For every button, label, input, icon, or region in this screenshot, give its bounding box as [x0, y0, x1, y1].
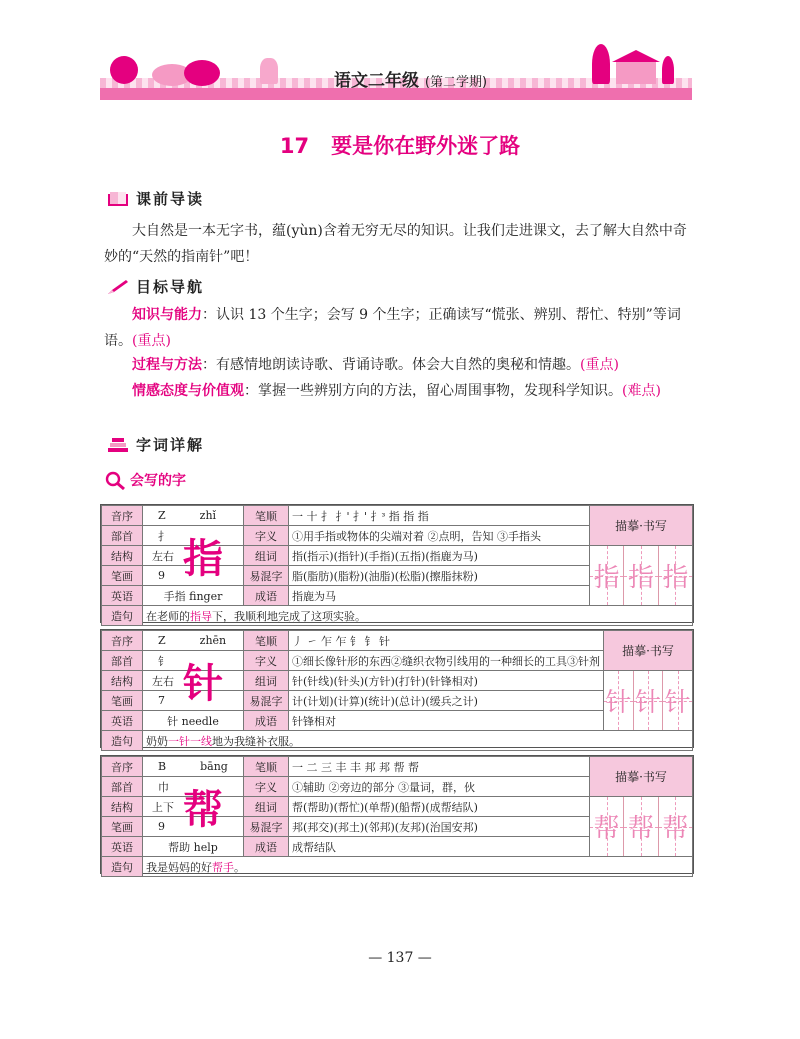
trace-heading: 描摹·书写: [604, 631, 693, 671]
tree-decoration-icon: [592, 44, 610, 84]
trace-grid: [604, 671, 692, 730]
small-tree-decoration-icon: [662, 56, 674, 84]
letter-pinyin-cell: [143, 506, 244, 526]
structure: 左右: [152, 549, 174, 563]
writable-chars-text: 会写的字: [130, 473, 186, 489]
goal-tag: (重点): [132, 333, 171, 349]
row-label: 音序: [102, 631, 143, 651]
english: 手指 finger: [143, 586, 244, 606]
row-label: 结构: [102, 797, 143, 817]
sentence-highlight: 指导: [190, 609, 212, 623]
index-letter: Z: [158, 634, 166, 647]
words-heading-text: 字词详解: [136, 436, 205, 454]
letter-pinyin-cell: [143, 631, 244, 651]
sentence-highlight: 一针一线: [168, 734, 212, 748]
confusables: 计(计划)(计算)(统计)(总计)(缓兵之计): [289, 691, 604, 711]
bush-decoration-icon: [184, 60, 220, 86]
row-label: 英语: [102, 837, 143, 857]
big-character: 指: [183, 536, 223, 582]
stroke-count: 9: [158, 569, 165, 582]
row-label: 英语: [102, 711, 143, 731]
preread-heading-text: 课前导读: [136, 190, 205, 208]
goal-label: 情感态度与价值观: [132, 383, 244, 399]
trace-char: 针: [604, 671, 634, 730]
row-label: 字义: [244, 651, 289, 671]
row-label: 结构: [102, 671, 143, 691]
row-label: 部首: [102, 651, 143, 671]
english: 针 needle: [143, 711, 244, 731]
row-label: 笔顺: [244, 757, 289, 777]
row-label: 笔顺: [244, 506, 289, 526]
row-label: 部首: [102, 777, 143, 797]
meaning: ①用手指或物体的尖端对着 ②点明，告知 ③手指头: [289, 526, 590, 546]
preread-text: 大自然是一本无字书，蕴(yùn)含着无穷无尽的知识。让我们走进课文，去了解大自然中奇妙的“天然的指南针”吧！: [104, 223, 687, 265]
big-character: 帮: [183, 787, 223, 833]
idiom: 针锋相对: [289, 711, 604, 731]
row-label: 组词: [244, 797, 289, 817]
pinyin: bāng: [200, 760, 228, 773]
row-label: 造句: [102, 857, 143, 877]
lesson-number: 17: [279, 134, 310, 158]
trace-area[interactable]: [590, 546, 693, 606]
stroke-order: 一 十 扌 扌' 扌' 扌ᵌ 指 指 指: [289, 506, 590, 526]
goal-text: ：有感情地朗读诗歌、背诵诗歌。体会大自然的奥秘和情趣。: [202, 357, 580, 373]
pencil-icon: [106, 278, 130, 296]
goal-label: 知识与能力: [132, 307, 202, 323]
row-label: 笔画: [102, 817, 143, 837]
goal-process: [104, 352, 694, 378]
lesson-name: 要是你在野外迷了路: [331, 134, 521, 158]
goal-knowledge: [104, 302, 694, 354]
index-letter: B: [158, 760, 167, 773]
sentence-post: 下，我顺利地完成了这项实验。: [212, 609, 366, 623]
example-sentence: [143, 731, 693, 751]
structure: 左右: [152, 674, 174, 688]
sprout-decoration-icon: [260, 58, 278, 84]
row-label: 造句: [102, 606, 143, 626]
radical: 巾: [158, 780, 169, 794]
trace-heading: 描摹·书写: [590, 757, 693, 797]
lesson-title: [0, 130, 800, 160]
words: 指(指示)(指针)(手指)(五指)(指鹿为马): [289, 546, 590, 566]
radical: 钅: [158, 654, 169, 668]
words: 帮(帮助)(帮忙)(单帮)(船帮)(成帮结队): [289, 797, 590, 817]
row-label: 音序: [102, 757, 143, 777]
row-label: 成语: [244, 586, 289, 606]
words-heading: [106, 434, 204, 455]
stroke-count: 7: [158, 694, 165, 707]
magnifier-icon: [104, 470, 126, 490]
goal-attitude: [104, 378, 694, 404]
trace-char: 指: [659, 546, 692, 605]
sentence-post: 地为我缝补衣服。: [212, 734, 300, 748]
confusables: 邦(邦交)(邦土)(邻邦)(友邦)(治国安邦): [289, 817, 590, 837]
trace-grid: [590, 797, 692, 856]
letter-pinyin-cell: [143, 757, 244, 777]
trace-char: 针: [663, 671, 692, 730]
trace-char: 帮: [590, 797, 624, 856]
row-label: 组词: [244, 671, 289, 691]
preread-heading: [106, 188, 204, 209]
roof-decoration-icon: [612, 50, 660, 62]
sentence-pre: 我是妈妈的好: [146, 860, 212, 874]
row-label: 字义: [244, 526, 289, 546]
book-title: 语文二年级: [334, 71, 419, 91]
radical: 扌: [158, 529, 169, 543]
preread-paragraph: [104, 218, 694, 270]
stroke-count: 9: [158, 820, 165, 833]
character-card: [100, 504, 694, 623]
sentence-pre: 奶奶: [146, 734, 168, 748]
character-card: [100, 755, 694, 874]
row-label: 造句: [102, 731, 143, 751]
row-label: 英语: [102, 586, 143, 606]
goal-text: ：掌握一些辨别方向的方法，留心周围事物，发现科学知识。: [244, 383, 622, 399]
row-label: 部首: [102, 526, 143, 546]
row-label: 结构: [102, 546, 143, 566]
english: 帮助 help: [143, 837, 244, 857]
row-label: 易混字: [244, 817, 289, 837]
row-label: 易混字: [244, 691, 289, 711]
trace-grid: [590, 546, 692, 605]
trace-char: 针: [634, 671, 664, 730]
words: 针(针线)(针头)(方针)(打针)(针锋相对): [289, 671, 604, 691]
book-icon: [106, 190, 130, 208]
goals-heading-text: 目标导航: [136, 278, 205, 296]
flower-decoration-icon: [110, 56, 138, 84]
row-label: 笔顺: [244, 631, 289, 651]
character-card: [100, 629, 694, 748]
goal-label: 过程与方法: [132, 357, 202, 373]
goals-heading: [106, 276, 204, 297]
banner-title: [334, 66, 487, 91]
sentence-pre: 在老师的: [146, 609, 190, 623]
page-number: — 137 —: [368, 950, 432, 966]
confusables: 脂(脂肪)(脂粉)(油脂)(松脂)(擦脂抹粉): [289, 566, 590, 586]
header-banner: [100, 38, 692, 100]
trace-heading: 描摹·书写: [590, 506, 693, 546]
goal-tag: (重点): [580, 357, 619, 373]
trace-area[interactable]: [604, 671, 693, 731]
writable-chars-subheading: [104, 470, 186, 490]
meaning: ①辅助 ②旁边的部分 ③量词，群，伙: [289, 777, 590, 797]
sentence-highlight: 帮手: [212, 860, 234, 874]
meaning: ①细长像针形的东西②缝织衣物引线用的一种细长的工具③针剂: [289, 651, 604, 671]
row-label: 字义: [244, 777, 289, 797]
row-label: 组词: [244, 546, 289, 566]
example-sentence: [143, 606, 693, 626]
idiom: 成帮结队: [289, 837, 590, 857]
trace-char: 帮: [624, 797, 658, 856]
stroke-order: 丿 ㇀ 乍 乍 钅 钅 针: [289, 631, 604, 651]
index-letter: Z: [158, 509, 166, 522]
trace-char: 帮: [659, 797, 692, 856]
trace-area[interactable]: [590, 797, 693, 857]
idiom: 指鹿为马: [289, 586, 590, 606]
trace-char: 指: [624, 546, 658, 605]
house-decoration-icon: [616, 60, 656, 84]
trace-char: 指: [590, 546, 624, 605]
row-label: 成语: [244, 837, 289, 857]
big-character: 针: [183, 661, 223, 707]
row-label: 笔画: [102, 566, 143, 586]
example-sentence: [143, 857, 693, 877]
stacked-books-icon: [106, 436, 130, 454]
pinyin: zhǐ: [199, 509, 217, 522]
row-label: 音序: [102, 506, 143, 526]
row-label: 成语: [244, 711, 289, 731]
goal-tag: (难点): [622, 383, 661, 399]
pinyin: zhēn: [199, 634, 227, 647]
stroke-order: 一 二 三 丰 丰 邦 邦 帮 帮: [289, 757, 590, 777]
goal-text: ：认识 13 个生字；会写 9 个生字；正确读写“慌张、辨别、帮忙、特别”等词语。: [104, 307, 681, 349]
structure: 上下: [152, 800, 174, 814]
sentence-post: 。: [234, 860, 245, 874]
row-label: 易混字: [244, 566, 289, 586]
term-label: (第二学期): [424, 75, 488, 90]
row-label: 笔画: [102, 691, 143, 711]
